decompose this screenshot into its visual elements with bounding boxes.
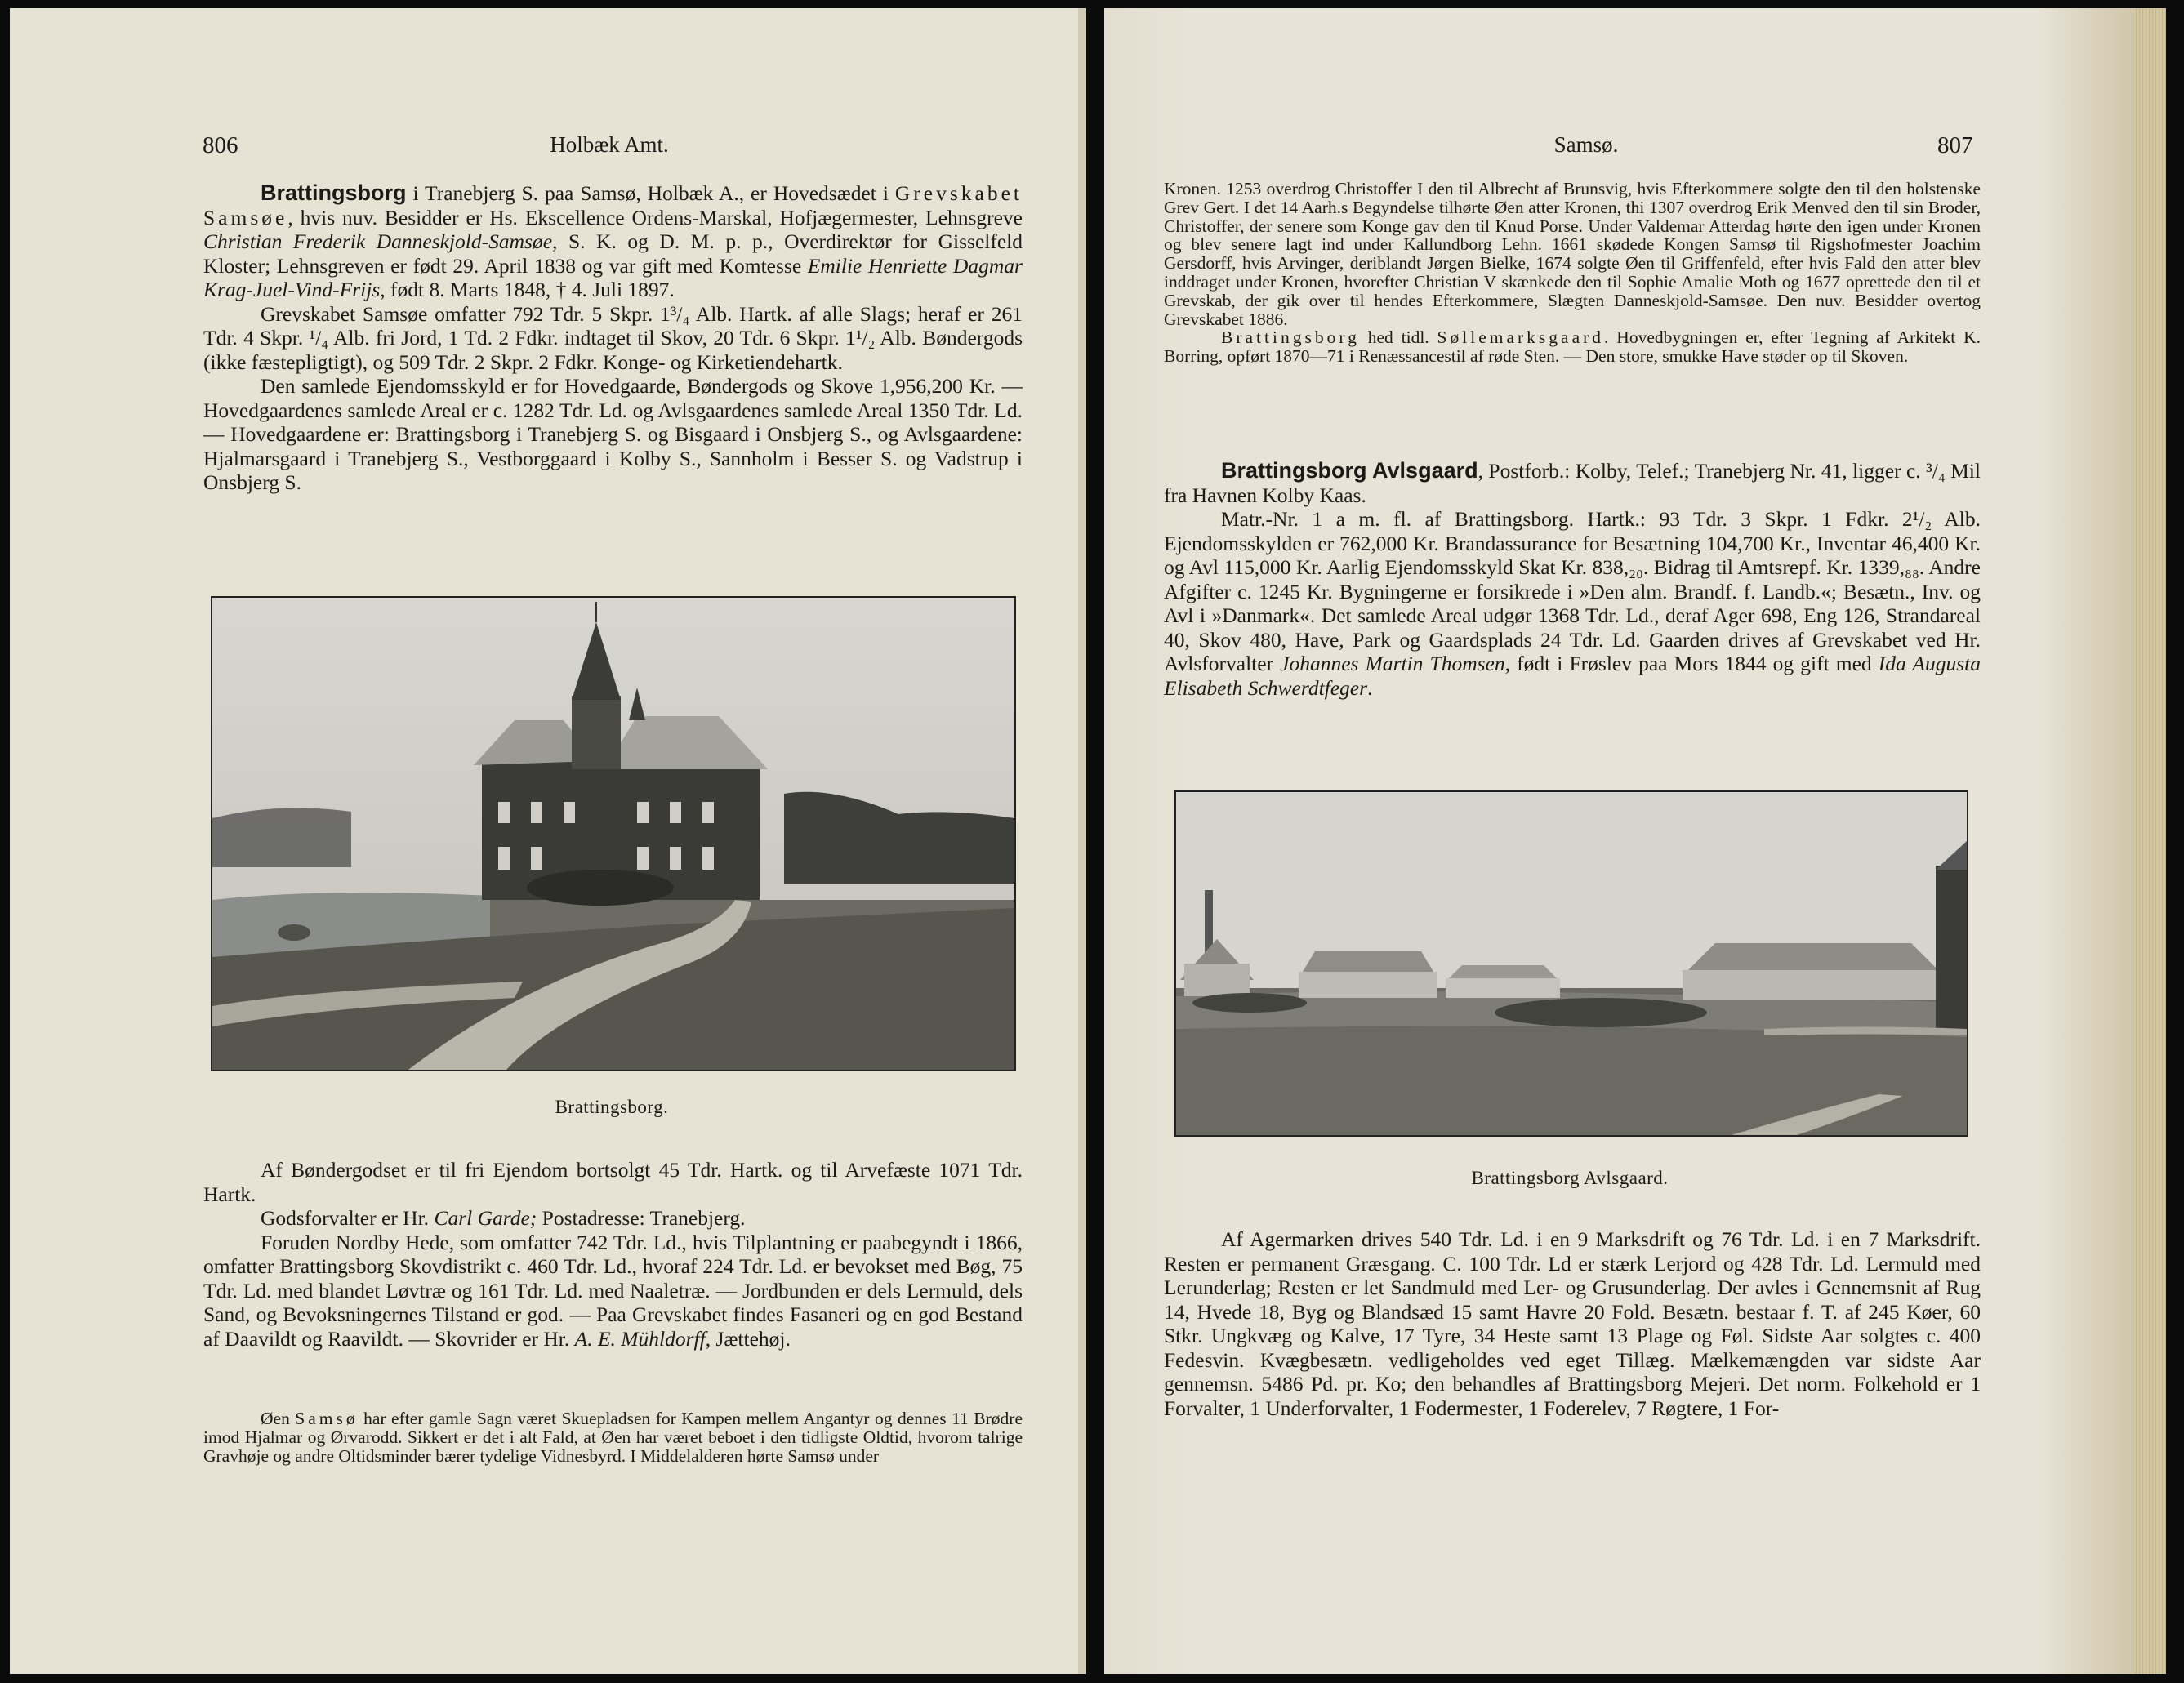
text-run: , Jættehøj. bbox=[705, 1326, 791, 1351]
spaced-text: Samsø bbox=[295, 1409, 359, 1428]
continued-history-text bbox=[1164, 180, 1981, 366]
page-edge bbox=[2133, 8, 2166, 1674]
text-run: Postadresse: Tranebjerg. bbox=[537, 1206, 746, 1230]
page-number: 806 bbox=[203, 132, 238, 158]
running-head: Holbæk Amt. bbox=[550, 132, 669, 157]
entry-heading: Brattingsborg Avlsgaard bbox=[1221, 458, 1478, 483]
text-run: Matr.-Nr. 1 a m. fl. af Brattingsborg. Hartk.: 93 Tdr. 3 Skpr. 1 Fdkr. 2¹/₂ Alb. Ejendomsskylden er 762,000 Kr. Brandassurance for Besætning 104,700 Kr., Inventar 46,400 Kr. og Avl 115,000 Kr. Aarlig Ejendomsskyld Skat Kr. 838,₂₀. Bidrag til Amtsrepf. Kr. 1339,₈₈. Andre Afgifter c. 1245 Kr. Bygningerne er forsikrede i »Den alm. Brandf. f. Landb.«; Besætn., Inv. og Avl i »Danmark«. Det samlede Areal udgør 1368 Tdr. Ld., deraf Ager 698, Eng 126, Strandareal 40, Skov 480, Have, Park og Gaardsplads 24 Tdr. Ld. Gaarden drives af Grevskabet ved Hr. Avlsforvalter bbox=[1164, 507, 1981, 675]
photo-avlsgaard-farm bbox=[1174, 790, 1968, 1137]
right-page bbox=[1104, 8, 2166, 1674]
paragraph bbox=[203, 1158, 1023, 1206]
text-run: , Postforb.: Kolby, Telef.; Tranebjerg Nr. 41, ligger c. ³/₄ Mil fra Havnen Kolby Kaas. bbox=[1164, 459, 1981, 507]
italic-name: Carl Garde; bbox=[434, 1206, 537, 1230]
text-run: Kronen. 1253 overdrog Christoffer I den til Albrecht af Brunsvig, hvis Efterkommere solgte den til den holstenske Grev Gert. I det 14 Aarh.s Begyndelse tilhørte Øen atter Kronen, thi 1307 overdrog Erik Menved den til sin Broder, Christoffer, der senere som Konge gav den til Knud Porse. Under Valdemar Atterdag hørte den igen under Kronen og blev senere lagt ind under Kallundborg Lehn. 1661 skødede Kongen Samsø til Rigshofmester Joachim Gersdorff, hvis Arvinger, deriblandt Jørgen Bielke, 1674 solgte Øen til Griffenfeld, efter hvis Fald den atter blev inddraget under Kronen, hvorefter Christian V skænkede den til Sophie Amalie Moth og 1677 oprettede den til et Grevskab, der gik over til hendes Efterkommere, Slægten Danneskjold-Samsøe. Den nuv. Besidder overtog Grevskabet 1886. bbox=[1164, 179, 1981, 329]
paragraph bbox=[203, 1206, 1023, 1231]
spaced-text: Søllemarksgaard bbox=[1437, 327, 1605, 348]
text-run: Øen bbox=[261, 1409, 296, 1428]
text-run: Den samlede Ejendomsskyld er for Hovedgaarde, Bøndergods og Skove 1,956,200 Kr. — Hovedgaardenes samlede Areal er c. 1282 Tdr. Ld. og Avlsgaardenes samlede Areal 1350 Tdr. Ld. — Hovedgaardene er: Brattingsborg i Tranebjerg S. og Bisgaard i Onsbjerg S., og Avlsgaardene: Hjalmarsgaard i Tranebjerg S., Vestborggaard i Kolby S., Sannholm i Besser S. og Vadstrup i Onsbjerg S. bbox=[203, 374, 1023, 494]
italic-name: Ida Augusta Elisabeth Schwerdtfeger bbox=[1164, 652, 1981, 700]
text-run: Grevskabet Samsøe omfatter 792 Tdr. 5 Skpr. 1³/₄ Alb. Hartk. af alle Slags; heraf er 261 Tdr. 4 Skpr. ¹/₄ Alb. fri Jord, 1 Td. 2 Fdkr. indtaget til Skov, 20 Tdr. 6 Skpr. 1¹/₂ Alb. Bøndergods (ikke fæstepligtigt), og 509 Tdr. 2 Skpr. 2 Fdkr. Konge- og Kirketiendehartk. bbox=[203, 301, 1023, 374]
body-text-bottom bbox=[203, 1158, 1023, 1351]
farm-illustration bbox=[1176, 792, 1967, 1135]
text-run: , hvis nuv. Besidder er Hs. Ekscellence Ordens-Marskal, Hofjægermester, Lehnsgreve bbox=[287, 205, 1023, 229]
page-number: 807 bbox=[1937, 132, 1973, 158]
body-text-bottom bbox=[1164, 1227, 1981, 1420]
text-run: Af Bøndergodset er til fri Ejendom bortsolgt 45 Tdr. Hartk. og til Arvefæste 1071 Tdr. Hartk. bbox=[203, 1158, 1023, 1206]
running-head: Samsø. bbox=[1553, 132, 1619, 157]
italic-name: Christian Frederik Danneskjold-Samsøe bbox=[203, 229, 553, 253]
spaced-text: Grevskabet Samsøe bbox=[203, 181, 1023, 229]
body-text-top bbox=[203, 181, 1023, 495]
paragraph bbox=[203, 181, 1023, 302]
text-run: Foruden Nordby Hede, som omfatter 742 Tdr. Ld., hvis Tilplantning er paabegyndt i 1866, omfatter Brattingsborg Skovdistrikt c. 460 Tdr. Ld., hvoraf 224 Tdr. Ld. er bevokset med Bøg, 75 Tdr. Ld. med blandet Løvtræ og 161 Tdr. Ld. med Naaletræ. — Jordbunden er dels Lermuld, dels Sand, og Bevoksningernes Tilstand er god. — Paa Grevskabet findes Fasaneri og en god Bestand af Daavildt og Raavildt. — Skovrider er Hr. bbox=[203, 1230, 1023, 1351]
footnote-text bbox=[203, 1409, 1023, 1465]
text-run: , S. K. og D. M. p. p., Overdirektør for Gisselfeld Kloster; Lehnsgreven er født 29. April 1838 og var gift med Komtesse bbox=[203, 229, 1023, 278]
paragraph bbox=[1164, 1227, 1981, 1420]
text-run: , født i Frøslev paa Mors 1844 og gift med bbox=[1504, 652, 1879, 675]
body-text-top bbox=[1164, 459, 1981, 700]
text-run: , født 8. Marts 1848, † 4. Juli 1897. bbox=[380, 278, 675, 301]
paragraph bbox=[1164, 459, 1981, 507]
text-run: i Tranebjerg S. paa Samsø, Holbæk A., er Hovedsædet i bbox=[406, 181, 895, 205]
text-run: . bbox=[1367, 675, 1373, 700]
text-run: Godsforvalter er Hr. bbox=[261, 1206, 435, 1230]
paragraph bbox=[203, 374, 1023, 495]
photo-caption: Brattingsborg. bbox=[555, 1097, 669, 1117]
photo-caption: Brattingsborg Avlsgaard. bbox=[1471, 1168, 1669, 1188]
castle-illustration bbox=[212, 598, 1014, 1070]
text-run: hed tidl. bbox=[1359, 327, 1437, 348]
spaced-text: Brattingsborg bbox=[1221, 327, 1360, 348]
text-run: har efter gamle Sagn været Skuepladsen for Kampen mellem Angantyr og dennes 11 Brødre imod Hjalmar og Ørvarodd. Sikkert er det i alt Fald, at Øen har været beboet i den tidligste Oldtid, hvorom talrige Gravhøje og andre Oltidsminder bærer tydelige Vidnesbyrd. I Middelalderen hørte Samsø under bbox=[203, 1409, 1023, 1466]
paragraph bbox=[1164, 507, 1981, 700]
left-page bbox=[10, 8, 1086, 1674]
entry-heading: Brattingsborg bbox=[261, 180, 407, 205]
italic-name: Emilie Henriette Dagmar Krag-Juel-Vind-Frijs bbox=[203, 253, 1023, 301]
text-run: Af Agermarken drives 540 Tdr. Ld. i en 9 Marksdrift og 76 Tdr. Ld. i en 7 Marksdrift. Resten er permanent Græsgang. C. 100 Tdr. Ld er stærk Lerjord og 428 Tdr. Ld. Lermuld med Lerunderlag; Resten er let Sandmuld med Ler- og Grusunderlag. Der avles i Gennemsnit af Rug 14, Hvede 18, Byg og Blandsæd 15 samt Havre 20 Fold. Besætn. bestaar f. T. af 245 Køer, 60 Stkr. Ungkvæg og Kalve, 17 Tyre, 34 Heste samt 13 Plage og Føl. Sidste Aar solgtes c. 400 Fedesvin. Kvægbesætn. vedligeholdes ved eget Tillæg. Mælkemængden var sidste Aar gennemsn. 5486 Pd. pr. Ko; den behandles af Brattingsborg Mejeri. Det norm. Folkehold er 1 Forvalter, 1 Underforvalter, 1 Fodermester, 1 Foderelev, 7 Røgtere, 1 For- bbox=[1164, 1227, 1981, 1420]
italic-name: A. E. Mühldorff bbox=[574, 1326, 706, 1351]
photo-brattingsborg-castle bbox=[211, 596, 1016, 1071]
italic-name: Johannes Martin Thomsen bbox=[1280, 652, 1505, 675]
paragraph bbox=[203, 1231, 1023, 1351]
text-run: . Hovedbygningen er, efter Tegning af Arkitekt K. Borring, opført 1870—71 i Renæssancestil af røde Sten. — Den store, smukke Have støder op til Skoven. bbox=[1164, 327, 1981, 367]
paragraph bbox=[203, 302, 1023, 375]
